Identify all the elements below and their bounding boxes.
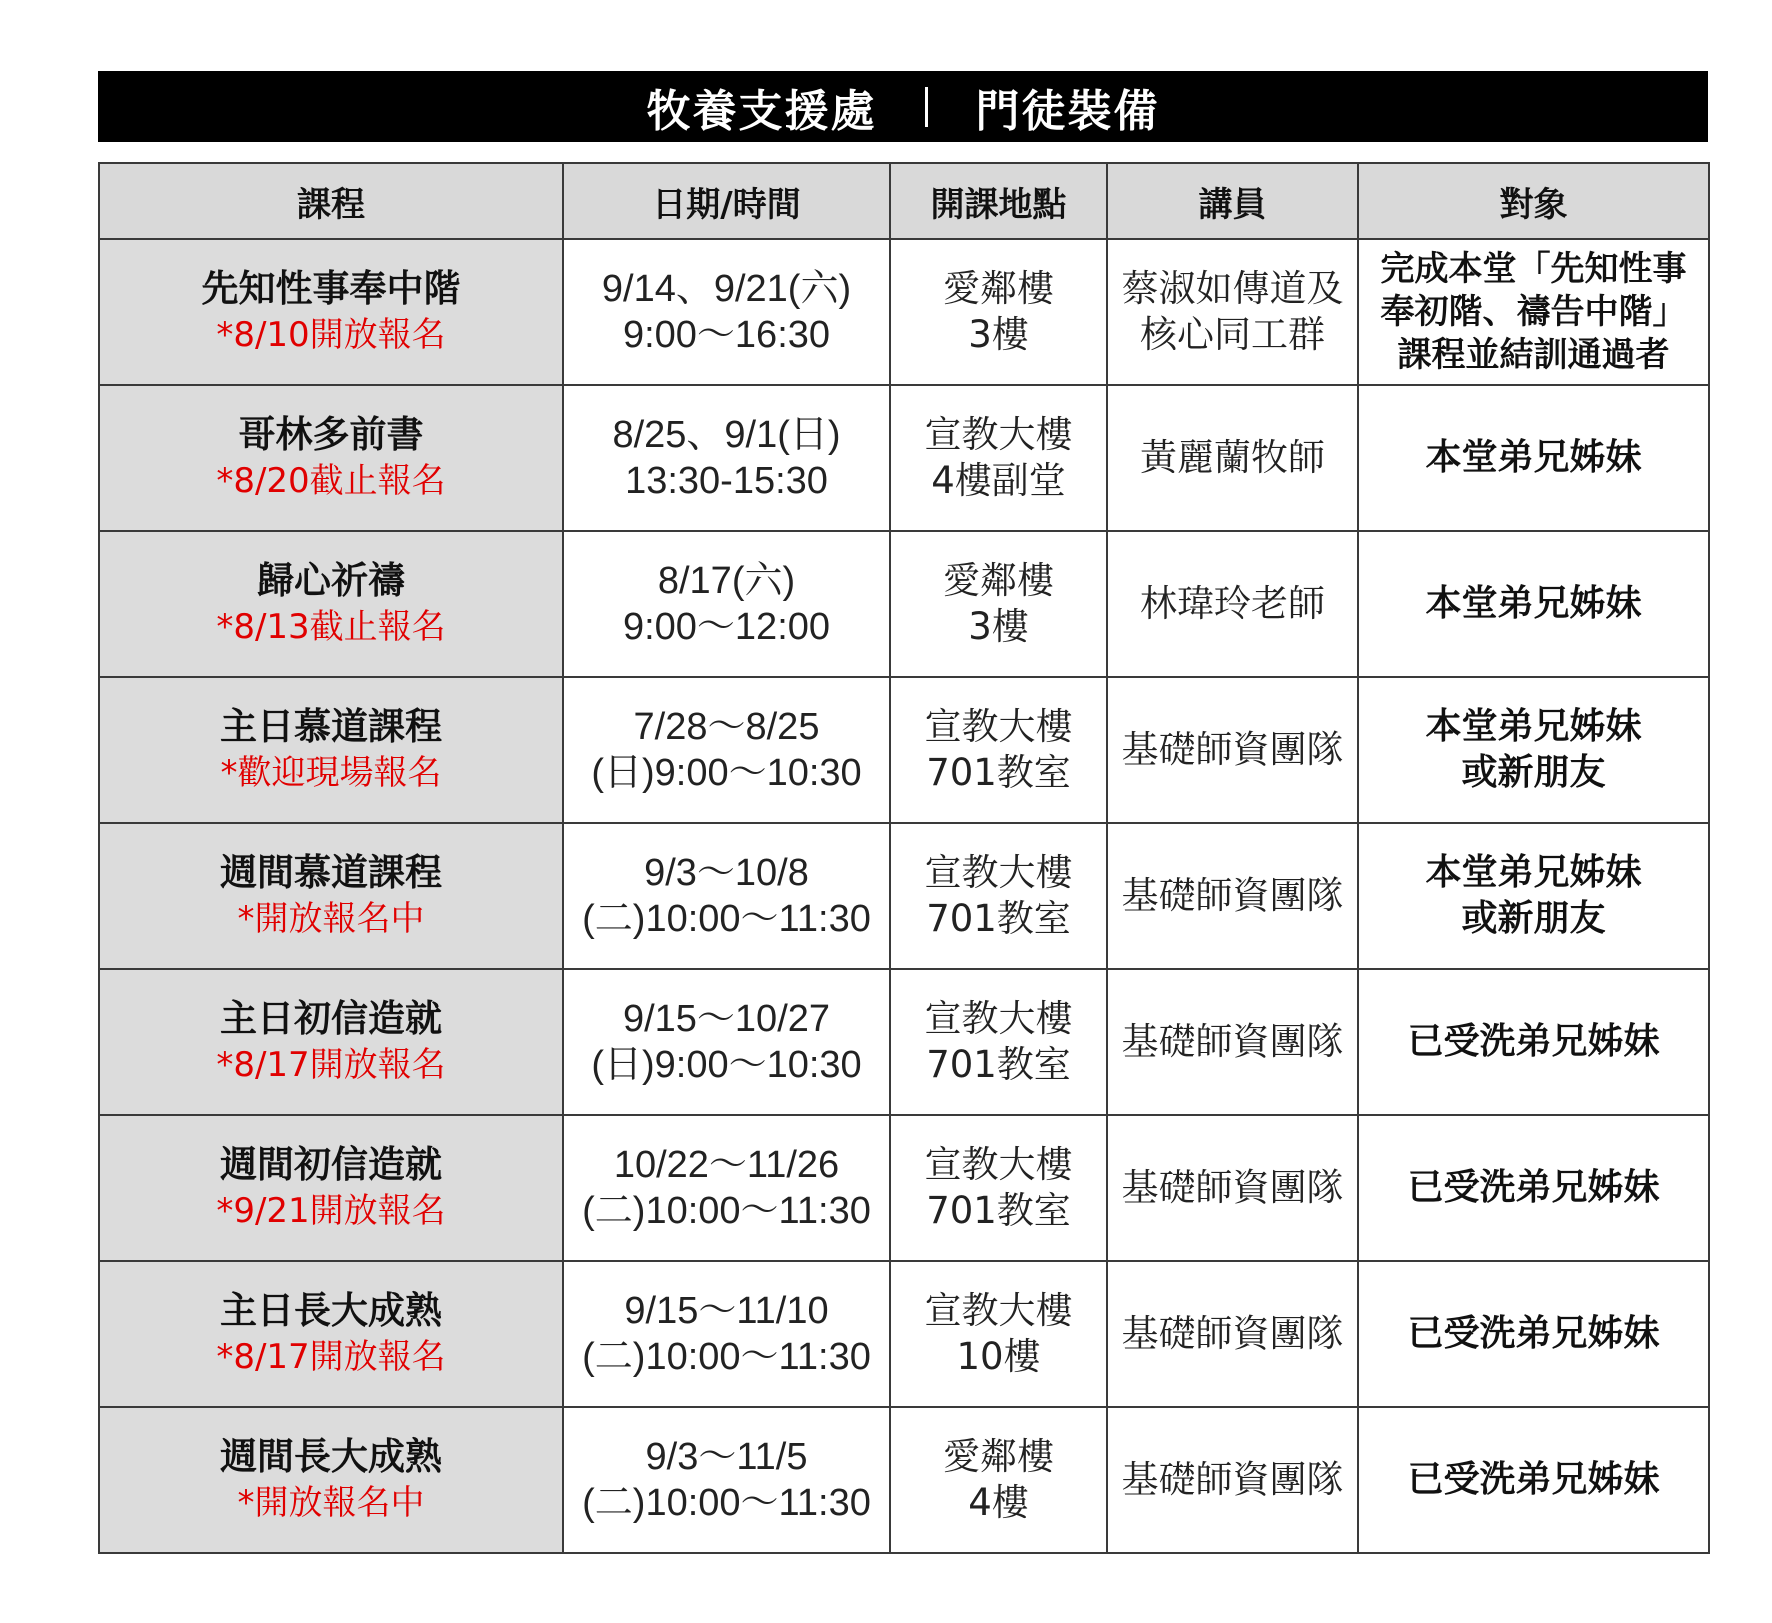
course-name: 哥林多前書	[238, 413, 424, 456]
page-title-banner	[98, 71, 1708, 142]
audience-cell	[1358, 1115, 1709, 1261]
audience-cell	[1358, 531, 1709, 677]
time-line: (二)10:00～11:30	[582, 1190, 871, 1232]
datetime-cell	[563, 677, 890, 823]
location-building: 愛鄰樓	[943, 1435, 1054, 1478]
date-line: 9/3～11/5	[645, 1436, 808, 1478]
course-name: 主日長大成熟	[220, 1289, 442, 1332]
time-line: (日)9:00～10:30	[591, 1044, 862, 1086]
table-row	[99, 531, 1709, 677]
audience-line: 完成本堂「先知性事	[1380, 248, 1687, 289]
date-line: 8/17(六)	[657, 560, 796, 602]
datetime-cell	[563, 531, 890, 677]
location-room: 3樓	[968, 313, 1029, 356]
course-cell	[99, 385, 563, 531]
course-name: 週間初信造就	[220, 1143, 442, 1186]
datetime-cell	[563, 239, 890, 385]
location-building: 宣教大樓	[924, 1143, 1073, 1186]
audience-line: 已受洗弟兄姊妹	[1407, 1313, 1660, 1354]
registration-note: *開放報名中	[237, 899, 425, 939]
location-building: 宣教大樓	[924, 705, 1073, 748]
course-name: 主日慕道課程	[220, 705, 442, 748]
date-line: 9/14、9/21(六)	[601, 268, 852, 310]
audience-cell	[1358, 823, 1709, 969]
column-header-location: 開課地點	[890, 163, 1107, 239]
location-cell	[890, 823, 1107, 969]
instructor-cell	[1107, 677, 1358, 823]
table-row	[99, 969, 1709, 1115]
registration-note: *8/17開放報名	[216, 1045, 446, 1085]
time-line: (二)10:00～11:30	[582, 1336, 871, 1378]
date-line: 8/25、9/1(日)	[612, 414, 841, 456]
time-line: (二)10:00～11:30	[582, 1482, 871, 1524]
course-cell	[99, 531, 563, 677]
table-row	[99, 677, 1709, 823]
datetime-cell	[563, 823, 890, 969]
column-header-datetime: 日期/時間	[563, 163, 890, 239]
course-cell	[99, 1115, 563, 1261]
audience-line: 已受洗弟兄姊妹	[1407, 1167, 1660, 1208]
datetime-cell	[563, 1407, 890, 1553]
instructor-cell	[1107, 239, 1358, 385]
registration-note: *8/20截止報名	[216, 461, 446, 501]
instructor-name-cont: 核心同工群	[1140, 313, 1325, 356]
audience-cell	[1358, 385, 1709, 531]
time-line: 9:00～16:30	[622, 314, 831, 356]
audience-line: 本堂弟兄姊妹	[1425, 583, 1642, 624]
location-cell	[890, 531, 1107, 677]
date-line: 9/3～10/8	[644, 852, 809, 894]
table-row	[99, 1407, 1709, 1553]
audience-cell	[1358, 1407, 1709, 1553]
table-row	[99, 385, 1709, 531]
location-building: 愛鄰樓	[943, 267, 1054, 310]
instructor-cell	[1107, 1115, 1358, 1261]
table-body	[99, 239, 1709, 1553]
time-line: (日)9:00～10:30	[591, 752, 862, 794]
audience-line: 課程並結訓通過者	[1397, 334, 1670, 375]
title-divider	[925, 87, 928, 127]
instructor-cell	[1107, 823, 1358, 969]
location-building: 愛鄰樓	[943, 559, 1054, 602]
time-line: (二)10:00～11:30	[582, 898, 871, 940]
course-cell	[99, 677, 563, 823]
course-name: 週間長大成熟	[220, 1435, 442, 1478]
audience-cell	[1358, 969, 1709, 1115]
course-cell	[99, 969, 563, 1115]
location-room: 701教室	[926, 1189, 1071, 1232]
instructor-name: 黃麗蘭牧師	[1140, 436, 1325, 479]
instructor-cell	[1107, 1407, 1358, 1553]
location-cell	[890, 969, 1107, 1115]
time-line: 13:30-15:30	[625, 460, 828, 502]
registration-note: *8/17開放報名	[216, 1337, 446, 1377]
date-line: 9/15～10/27	[622, 998, 831, 1040]
datetime-cell	[563, 1115, 890, 1261]
datetime-cell	[563, 385, 890, 531]
course-cell	[99, 823, 563, 969]
audience-line: 或新朋友	[1461, 752, 1606, 793]
instructor-cell	[1107, 531, 1358, 677]
table-row	[99, 1261, 1709, 1407]
location-room: 4樓	[968, 1481, 1029, 1524]
registration-note: *歡迎現場報名	[220, 753, 442, 793]
course-name: 主日初信造就	[220, 997, 442, 1040]
location-building: 宣教大樓	[924, 413, 1073, 456]
registration-note: *8/13截止報名	[216, 607, 446, 647]
location-room: 701教室	[926, 897, 1071, 940]
location-cell	[890, 1261, 1107, 1407]
audience-line: 已受洗弟兄姊妹	[1407, 1021, 1660, 1062]
instructor-name: 基礎師資團隊	[1121, 728, 1344, 771]
location-building: 宣教大樓	[924, 997, 1073, 1040]
instructor-name: 基礎師資團隊	[1121, 1020, 1344, 1063]
instructor-cell	[1107, 969, 1358, 1115]
course-cell	[99, 1261, 563, 1407]
location-cell	[890, 1407, 1107, 1553]
registration-note: *開放報名中	[237, 1483, 425, 1523]
location-cell	[890, 239, 1107, 385]
instructor-name: 基礎師資團隊	[1121, 874, 1344, 917]
date-line: 9/15～11/10	[624, 1290, 829, 1332]
audience-cell	[1358, 1261, 1709, 1407]
course-schedule-table	[98, 162, 1710, 1554]
registration-note: *9/21開放報名	[216, 1191, 446, 1231]
column-header-audience: 對象	[1358, 163, 1709, 239]
column-header-instructor: 講員	[1107, 163, 1358, 239]
location-room: 3樓	[968, 605, 1029, 648]
section-title: 門徒裝備	[975, 85, 1160, 137]
department-title: 牧養支援處	[646, 85, 877, 137]
location-room: 10樓	[956, 1335, 1041, 1378]
course-cell	[99, 239, 563, 385]
audience-cell	[1358, 239, 1709, 385]
instructor-cell	[1107, 1261, 1358, 1407]
table-row	[99, 239, 1709, 385]
registration-note: *8/10開放報名	[216, 315, 446, 355]
instructor-name: 基礎師資團隊	[1121, 1458, 1344, 1501]
location-room: 701教室	[926, 751, 1071, 794]
instructor-name: 蔡淑如傳道及	[1121, 267, 1344, 310]
location-building: 宣教大樓	[924, 851, 1073, 894]
audience-line: 本堂弟兄姊妹	[1425, 437, 1642, 478]
location-room: 701教室	[926, 1043, 1071, 1086]
instructor-name: 林瑋玲老師	[1140, 582, 1325, 625]
audience-line: 本堂弟兄姊妹	[1425, 852, 1642, 893]
table-row	[99, 823, 1709, 969]
audience-line: 奉初階、禱告中階」	[1380, 291, 1687, 332]
instructor-name: 基礎師資團隊	[1121, 1312, 1344, 1355]
datetime-cell	[563, 1261, 890, 1407]
datetime-cell	[563, 969, 890, 1115]
course-cell	[99, 1407, 563, 1553]
header-row	[99, 163, 1709, 239]
time-line: 9:00～12:00	[622, 606, 831, 648]
course-name: 歸心祈禱	[257, 559, 405, 602]
table-header	[99, 163, 1709, 239]
course-name: 先知性事奉中階	[201, 267, 461, 310]
location-cell	[890, 677, 1107, 823]
column-header-course: 課程	[99, 163, 563, 239]
audience-line: 或新朋友	[1461, 898, 1606, 939]
location-cell	[890, 1115, 1107, 1261]
table-row	[99, 1115, 1709, 1261]
location-cell	[890, 385, 1107, 531]
course-name: 週間慕道課程	[220, 851, 442, 894]
date-line: 7/28～8/25	[633, 706, 820, 748]
audience-cell	[1358, 677, 1709, 823]
location-building: 宣教大樓	[924, 1289, 1073, 1332]
instructor-cell	[1107, 385, 1358, 531]
audience-line: 本堂弟兄姊妹	[1425, 706, 1642, 747]
audience-line: 已受洗弟兄姊妹	[1407, 1459, 1660, 1500]
location-room: 4樓副堂	[931, 459, 1066, 502]
instructor-name: 基礎師資團隊	[1121, 1166, 1344, 1209]
date-line: 10/22～11/26	[613, 1144, 840, 1186]
